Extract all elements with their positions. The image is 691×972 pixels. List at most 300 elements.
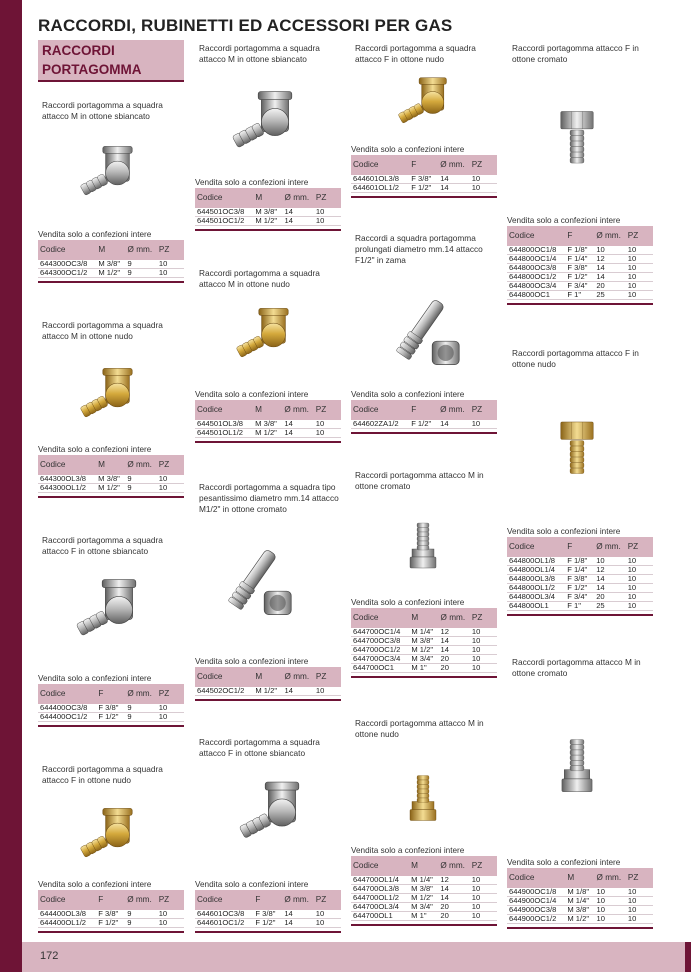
product-table bbox=[351, 400, 497, 429]
product-description: Raccordi portagomma a squadra attacco M in ottone sbiancato bbox=[42, 100, 163, 121]
product-table-block bbox=[195, 390, 341, 443]
table-row bbox=[507, 602, 653, 611]
table-cell: 10 bbox=[314, 919, 341, 928]
table-cell: 10 bbox=[314, 429, 341, 438]
table-row bbox=[38, 713, 184, 722]
sale-note: Vendita solo a confezioni intere bbox=[195, 390, 309, 399]
table-header: Ø mm. bbox=[283, 667, 314, 687]
block-rule bbox=[195, 229, 341, 231]
table-cell: 12 bbox=[438, 876, 469, 885]
table-cell: M 1/2" bbox=[96, 269, 125, 278]
product-table-block bbox=[351, 145, 497, 198]
table-header: PZ bbox=[470, 400, 497, 420]
sale-note: Vendita solo a confezioni intere bbox=[507, 858, 621, 867]
product-description: Raccordi portagomma a squadra attacco F in ottone nudo bbox=[355, 43, 476, 64]
block-rule bbox=[351, 924, 497, 926]
table-cell: 14 bbox=[282, 910, 313, 919]
table-cell: 10 bbox=[626, 282, 653, 291]
table-cell: M 1/8" bbox=[565, 888, 594, 897]
table-cell: 20 bbox=[594, 593, 626, 602]
table-cell: M 3/4" bbox=[409, 655, 438, 664]
block-rule bbox=[507, 614, 653, 616]
table-header: PZ bbox=[314, 188, 341, 208]
table-cell: F 3/4" bbox=[565, 593, 594, 602]
table-cell: F 1/2" bbox=[565, 273, 594, 282]
table-cell: 10 bbox=[626, 584, 653, 593]
table-cell: M 3/8" bbox=[409, 637, 438, 646]
table-cell: 10 bbox=[595, 906, 626, 915]
table-cell: 12 bbox=[439, 628, 470, 637]
table-cell: 644800OL1/8 bbox=[507, 557, 565, 566]
table-row bbox=[38, 269, 184, 278]
table-row bbox=[195, 919, 341, 928]
fitting-photo bbox=[548, 92, 606, 187]
product-table bbox=[195, 400, 341, 438]
table-cell: 14 bbox=[438, 175, 470, 184]
table-cell: F 1/8" bbox=[565, 246, 594, 255]
table-cell: M 1/2" bbox=[565, 915, 594, 924]
table-cell: 25 bbox=[594, 602, 626, 611]
table-row bbox=[38, 919, 184, 928]
table-cell: M 1/2" bbox=[409, 894, 438, 903]
table-row bbox=[351, 420, 497, 429]
product-table bbox=[38, 455, 184, 493]
table-cell: 10 bbox=[470, 637, 497, 646]
table-cell: 10 bbox=[314, 910, 341, 919]
product-description: Raccordi portagomma a squadra attacco F in ottone sbiancato bbox=[42, 535, 163, 556]
table-cell: F 1/4" bbox=[565, 566, 594, 575]
table-header: Ø mm. bbox=[594, 537, 626, 557]
table-header: PZ bbox=[626, 537, 653, 557]
product-table bbox=[38, 890, 184, 928]
table-cell: 10 bbox=[157, 704, 184, 713]
table-cell: 10 bbox=[626, 575, 653, 584]
table-cell: 644800OL3/8 bbox=[507, 575, 565, 584]
table-cell: 10 bbox=[470, 175, 497, 184]
table-cell: 10 bbox=[157, 919, 184, 928]
table-cell: 14 bbox=[438, 894, 469, 903]
table-cell: 9 bbox=[125, 484, 156, 493]
table-header: Codice bbox=[507, 537, 565, 557]
table-header: PZ bbox=[626, 226, 653, 246]
table-cell: 14 bbox=[282, 429, 313, 438]
product-description: Raccordi portagomma attacco M in ottone nudo bbox=[355, 718, 484, 739]
table-cell: 644501OL3/8 bbox=[195, 420, 253, 429]
product-table-block bbox=[351, 390, 497, 434]
block-rule bbox=[351, 676, 497, 678]
product-table-block bbox=[351, 598, 497, 678]
table-header: M bbox=[409, 856, 438, 876]
sale-note: Vendita solo a confezioni intere bbox=[351, 145, 465, 154]
page-number: 172 bbox=[40, 950, 59, 962]
table-cell: 10 bbox=[626, 915, 653, 924]
table-header: M bbox=[253, 400, 282, 420]
table-cell: 14 bbox=[283, 208, 314, 217]
table-cell: F 3/8" bbox=[96, 704, 125, 713]
table-cell: 644300OC3/8 bbox=[38, 260, 96, 269]
fitting-photo bbox=[398, 750, 448, 850]
product-table bbox=[195, 188, 341, 226]
table-cell: M 1/2" bbox=[253, 217, 282, 226]
table-cell: 644700OC1/2 bbox=[351, 646, 409, 655]
fitting-photo bbox=[548, 400, 606, 500]
table-cell: 10 bbox=[157, 910, 184, 919]
product-table bbox=[351, 608, 497, 673]
table-cell: 20 bbox=[438, 903, 469, 912]
table-header: PZ bbox=[314, 400, 341, 420]
product-table-block bbox=[351, 846, 497, 926]
table-cell: 644601OC3/8 bbox=[195, 910, 253, 919]
block-rule bbox=[38, 931, 184, 933]
fitting-photo bbox=[62, 800, 152, 875]
table-row bbox=[38, 484, 184, 493]
table-cell: 10 bbox=[314, 687, 341, 696]
fitting-photo bbox=[62, 570, 152, 655]
table-cell: M 1/2" bbox=[253, 687, 282, 696]
table-cell: M 1/4" bbox=[409, 876, 438, 885]
table-row bbox=[351, 912, 497, 921]
table-cell: 644800OL1/4 bbox=[507, 566, 565, 575]
table-cell: F 3/8" bbox=[253, 910, 282, 919]
product-table bbox=[507, 868, 653, 924]
table-cell: 10 bbox=[470, 646, 497, 655]
table-cell: 644800OC1/4 bbox=[507, 255, 565, 264]
table-cell: 644800OL1 bbox=[507, 602, 565, 611]
table-header: Ø mm. bbox=[126, 240, 157, 260]
product-table bbox=[38, 240, 184, 278]
table-header: Ø mm. bbox=[438, 400, 470, 420]
sale-note: Vendita solo a confezioni intere bbox=[351, 390, 465, 399]
fitting-photo bbox=[380, 270, 470, 385]
table-cell: 14 bbox=[438, 420, 470, 429]
product-description: Raccordi portagomma a squadra attacco F in ottone nudo bbox=[42, 764, 163, 785]
table-cell: 10 bbox=[470, 628, 497, 637]
table-cell: F 3/8" bbox=[96, 910, 125, 919]
table-row bbox=[351, 184, 497, 193]
table-cell: 9 bbox=[125, 475, 156, 484]
product-table-block bbox=[38, 445, 184, 498]
sale-note: Vendita solo a confezioni intere bbox=[351, 846, 465, 855]
table-cell: 14 bbox=[283, 687, 314, 696]
table-cell: M 1" bbox=[409, 664, 438, 673]
table-cell: 10 bbox=[626, 897, 653, 906]
table-header: PZ bbox=[157, 684, 184, 704]
table-cell: F 1/2" bbox=[409, 420, 438, 429]
table-cell: 14 bbox=[282, 919, 313, 928]
table-cell: 644800OC3/8 bbox=[507, 264, 565, 273]
table-cell: 14 bbox=[282, 420, 313, 429]
table-cell: F 3/8" bbox=[565, 575, 594, 584]
table-cell: 10 bbox=[626, 906, 653, 915]
table-cell: 20 bbox=[439, 664, 470, 673]
product-table bbox=[351, 856, 497, 921]
product-table-block bbox=[507, 216, 653, 305]
table-cell: M 1/2" bbox=[253, 429, 282, 438]
table-cell: 644400OL1/2 bbox=[38, 919, 96, 928]
block-rule bbox=[195, 441, 341, 443]
product-table-block bbox=[507, 858, 653, 929]
product-table bbox=[195, 667, 341, 696]
table-cell: 20 bbox=[438, 912, 469, 921]
section-title bbox=[38, 40, 184, 80]
table-header: Ø mm. bbox=[282, 400, 313, 420]
table-cell: 10 bbox=[470, 912, 497, 921]
table-cell: 10 bbox=[595, 897, 626, 906]
table-cell: M 3/4" bbox=[409, 903, 438, 912]
fitting-photo bbox=[62, 138, 152, 213]
table-cell: 14 bbox=[439, 646, 470, 655]
table-cell: 644800OC1 bbox=[507, 291, 565, 300]
table-header: PZ bbox=[157, 455, 184, 475]
block-rule bbox=[507, 303, 653, 305]
table-cell: F 1/2" bbox=[409, 184, 438, 193]
table-cell: M 3/8" bbox=[96, 475, 125, 484]
table-header: Codice bbox=[351, 155, 409, 175]
table-cell: 644601OC1/2 bbox=[195, 919, 253, 928]
footer-band bbox=[22, 942, 685, 972]
table-header: PZ bbox=[314, 667, 341, 687]
table-cell: 10 bbox=[470, 655, 497, 664]
product-description: Raccordi portagomma a squadra attacco F in ottone sbiancato bbox=[199, 737, 320, 758]
table-header: PZ bbox=[470, 155, 497, 175]
table-cell: M 1/2" bbox=[409, 646, 438, 655]
table-header: Codice bbox=[195, 667, 253, 687]
table-header: M bbox=[253, 188, 282, 208]
table-cell: 644800OL1/2 bbox=[507, 584, 565, 593]
table-cell: 12 bbox=[594, 255, 625, 264]
table-header: PZ bbox=[626, 868, 653, 888]
table-header: Ø mm. bbox=[282, 890, 313, 910]
product-description: Raccordi portagomma attacco M in ottone cromato bbox=[355, 470, 484, 491]
table-header: PZ bbox=[157, 240, 184, 260]
table-cell: 10 bbox=[470, 903, 497, 912]
table-cell: M 1/2" bbox=[96, 484, 125, 493]
table-cell: 644300OL3/8 bbox=[38, 475, 96, 484]
table-cell: 644300OL1/2 bbox=[38, 484, 96, 493]
table-cell: 10 bbox=[626, 888, 653, 897]
table-cell: 10 bbox=[626, 602, 653, 611]
table-cell: 10 bbox=[314, 420, 341, 429]
table-header: Codice bbox=[351, 608, 409, 628]
product-description: Raccordi portagomma a squadra tipo pesantissimo diametro mm.14 attacco M1/2" in ottone cromato bbox=[199, 482, 339, 514]
table-cell: 10 bbox=[626, 557, 653, 566]
table-cell: 644900OC3/8 bbox=[507, 906, 565, 915]
table-cell: 14 bbox=[594, 584, 626, 593]
table-row bbox=[195, 217, 341, 226]
sale-note: Vendita solo a confezioni intere bbox=[507, 216, 621, 225]
table-cell: 10 bbox=[157, 260, 184, 269]
table-cell: 10 bbox=[626, 264, 653, 273]
table-cell: 644602ZA1/2 bbox=[351, 420, 409, 429]
table-cell: 14 bbox=[438, 885, 469, 894]
table-cell: 10 bbox=[157, 713, 184, 722]
table-cell: F 3/8" bbox=[409, 175, 438, 184]
table-header: Codice bbox=[38, 684, 96, 704]
fitting-photo bbox=[218, 82, 308, 167]
product-table bbox=[38, 684, 184, 722]
sale-note: Vendita solo a confezioni intere bbox=[38, 880, 152, 889]
table-row bbox=[507, 291, 653, 300]
table-cell: M 3/8" bbox=[96, 260, 125, 269]
table-header: Codice bbox=[351, 400, 409, 420]
table-row bbox=[351, 664, 497, 673]
fitting-photo bbox=[62, 360, 152, 435]
table-header: Ø mm. bbox=[439, 608, 470, 628]
table-cell: 10 bbox=[314, 217, 341, 226]
table-cell: 10 bbox=[626, 566, 653, 575]
table-header: Codice bbox=[507, 226, 565, 246]
block-rule bbox=[507, 927, 653, 929]
block-rule bbox=[351, 196, 497, 198]
table-cell: 644300OC1/2 bbox=[38, 269, 96, 278]
table-row bbox=[195, 429, 341, 438]
table-header: M bbox=[409, 608, 438, 628]
table-cell: M 3/8" bbox=[253, 208, 282, 217]
table-cell: 20 bbox=[439, 655, 470, 664]
table-cell: 10 bbox=[626, 273, 653, 282]
table-cell: 644900OC1/2 bbox=[507, 915, 565, 924]
table-cell: 644800OC3/4 bbox=[507, 282, 565, 291]
fitting-photo bbox=[230, 770, 310, 860]
table-header: Ø mm. bbox=[594, 226, 625, 246]
table-cell: 644700OC1 bbox=[351, 664, 409, 673]
table-cell: M 1/4" bbox=[565, 897, 594, 906]
table-cell: 644601OL1/2 bbox=[351, 184, 409, 193]
table-header: F bbox=[565, 226, 594, 246]
table-cell: F 1/4" bbox=[565, 255, 594, 264]
block-rule bbox=[38, 281, 184, 283]
table-cell: 10 bbox=[470, 894, 497, 903]
table-cell: 12 bbox=[594, 566, 626, 575]
table-header: M bbox=[96, 455, 125, 475]
table-cell: 10 bbox=[626, 246, 653, 255]
table-header: Codice bbox=[38, 455, 96, 475]
product-description: Raccordi a squadra portagomma prolungati diametro mm.14 attacco F1/2" in zama bbox=[355, 233, 483, 265]
table-header: F bbox=[96, 684, 125, 704]
product-table bbox=[507, 226, 653, 300]
table-header: Codice bbox=[507, 868, 565, 888]
section-title-line-1: RACCORDI bbox=[42, 43, 115, 58]
product-table-block bbox=[38, 674, 184, 727]
table-cell: 644501OC3/8 bbox=[195, 208, 253, 217]
table-cell: F 3/4" bbox=[565, 282, 594, 291]
table-header: Codice bbox=[195, 890, 253, 910]
table-header: PZ bbox=[470, 856, 497, 876]
block-rule bbox=[195, 699, 341, 701]
table-row bbox=[195, 687, 341, 696]
table-cell: F 1/2" bbox=[96, 713, 125, 722]
table-cell: 644502OC1/2 bbox=[195, 687, 253, 696]
table-header: Ø mm. bbox=[283, 188, 314, 208]
sale-note: Vendita solo a confezioni intere bbox=[507, 527, 621, 536]
table-cell: 9 bbox=[125, 704, 156, 713]
table-header: F bbox=[565, 537, 594, 557]
table-cell: 10 bbox=[595, 888, 626, 897]
table-header: M bbox=[565, 868, 594, 888]
product-description: Raccordi portagomma attacco F in ottone nudo bbox=[512, 348, 639, 369]
table-cell: 10 bbox=[594, 557, 626, 566]
table-cell: 644501OC1/2 bbox=[195, 217, 253, 226]
table-header: Ø mm. bbox=[125, 684, 156, 704]
table-cell: 25 bbox=[594, 291, 625, 300]
sale-note: Vendita solo a confezioni intere bbox=[38, 674, 152, 683]
table-cell: 14 bbox=[594, 264, 625, 273]
table-cell: M 1" bbox=[409, 912, 438, 921]
table-cell: F 3/8" bbox=[565, 264, 594, 273]
fitting-photo bbox=[548, 715, 606, 820]
table-cell: 644700OL3/8 bbox=[351, 885, 409, 894]
table-header: Codice bbox=[195, 188, 253, 208]
table-cell: 644700OL1/2 bbox=[351, 894, 409, 903]
table-cell: 14 bbox=[439, 637, 470, 646]
table-cell: 9 bbox=[126, 260, 157, 269]
table-cell: 14 bbox=[283, 217, 314, 226]
table-header: Codice bbox=[351, 856, 409, 876]
table-cell: 9 bbox=[125, 713, 156, 722]
table-cell: 10 bbox=[157, 475, 184, 484]
product-table bbox=[195, 890, 341, 928]
table-header: Codice bbox=[38, 890, 96, 910]
fitting-photo bbox=[218, 300, 308, 375]
table-cell: 10 bbox=[314, 208, 341, 217]
product-description: Raccordi portagomma attacco F in ottone cromato bbox=[512, 43, 639, 64]
table-cell: 10 bbox=[594, 246, 625, 255]
table-cell: 10 bbox=[470, 885, 497, 894]
table-cell: 10 bbox=[470, 184, 497, 193]
table-cell: 10 bbox=[626, 255, 653, 264]
table-cell: 9 bbox=[125, 919, 157, 928]
section-title-line-2: PORTAGOMMA bbox=[42, 62, 142, 77]
table-header: Ø mm. bbox=[125, 455, 156, 475]
table-cell: 10 bbox=[595, 915, 626, 924]
product-description: Raccordi portagomma a squadra attacco M in ottone sbiancato bbox=[199, 43, 320, 64]
table-cell: 10 bbox=[470, 876, 497, 885]
table-header: Ø mm. bbox=[125, 890, 157, 910]
table-header: M bbox=[96, 240, 125, 260]
table-cell: 644900OC1/8 bbox=[507, 888, 565, 897]
table-cell: 644400OC3/8 bbox=[38, 704, 96, 713]
page-title: RACCORDI, RUBINETTI ED ACCESSORI PER GAS bbox=[38, 16, 453, 35]
table-header: Ø mm. bbox=[438, 856, 469, 876]
product-table-block bbox=[195, 178, 341, 231]
table-cell: M 3/8" bbox=[565, 906, 594, 915]
table-cell: 644700OL3/4 bbox=[351, 903, 409, 912]
table-cell: 10 bbox=[157, 484, 184, 493]
table-cell: 644900OC1/4 bbox=[507, 897, 565, 906]
table-cell: F 1" bbox=[565, 602, 594, 611]
table-header: Ø mm. bbox=[595, 868, 626, 888]
sale-note: Vendita solo a confezioni intere bbox=[195, 178, 309, 187]
table-cell: F 1/2" bbox=[96, 919, 125, 928]
table-cell: 10 bbox=[470, 664, 497, 673]
block-rule bbox=[38, 496, 184, 498]
table-cell: M 3/8" bbox=[253, 420, 282, 429]
table-cell: 644501OL1/2 bbox=[195, 429, 253, 438]
table-cell: 644800OC1/2 bbox=[507, 273, 565, 282]
fitting-photo bbox=[398, 500, 448, 595]
table-cell: M 3/8" bbox=[409, 885, 438, 894]
table-cell: 14 bbox=[594, 273, 625, 282]
table-cell: 644700OC3/4 bbox=[351, 655, 409, 664]
table-header: Codice bbox=[38, 240, 96, 260]
table-cell: 14 bbox=[438, 184, 470, 193]
table-cell: 644800OL3/4 bbox=[507, 593, 565, 602]
table-cell: 644400OL3/8 bbox=[38, 910, 96, 919]
table-header: F bbox=[253, 890, 282, 910]
left-accent-bar bbox=[0, 0, 22, 972]
sale-note: Vendita solo a confezioni intere bbox=[351, 598, 465, 607]
table-header: Ø mm. bbox=[438, 155, 470, 175]
